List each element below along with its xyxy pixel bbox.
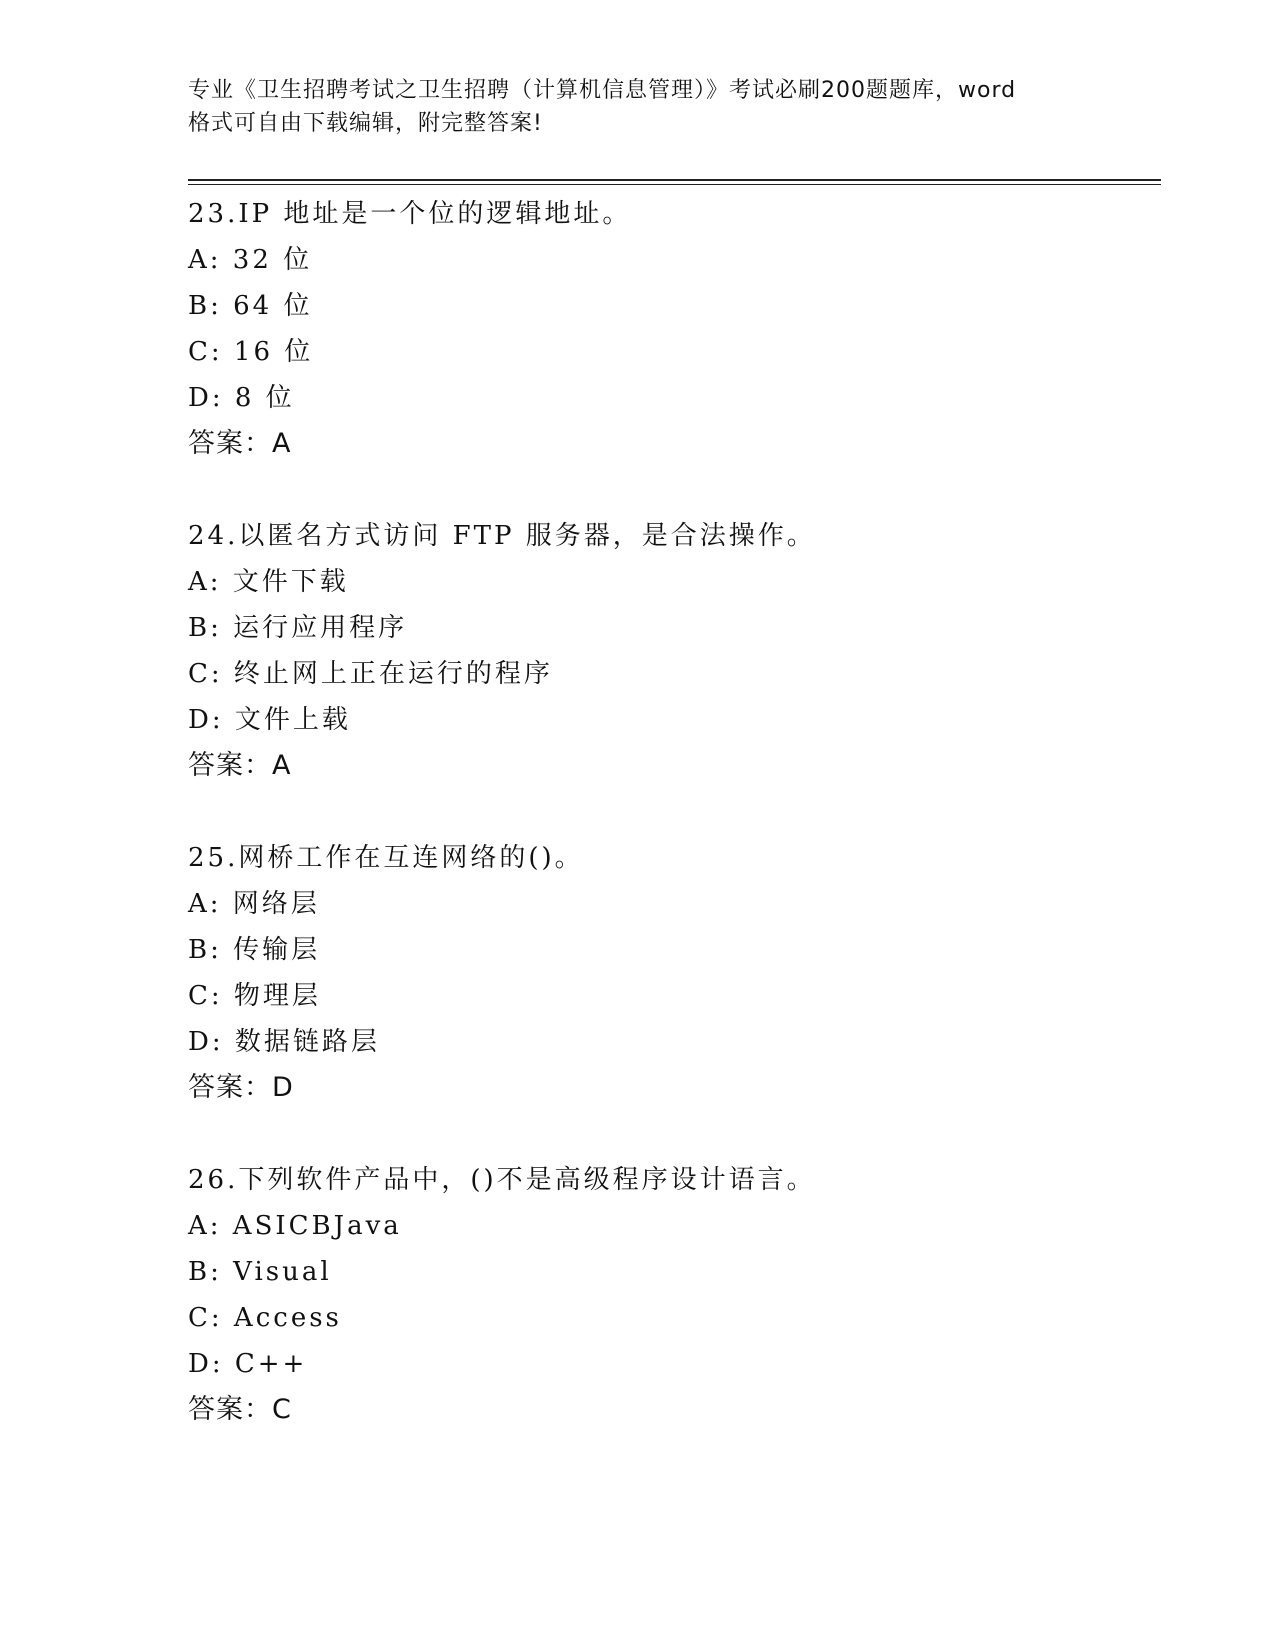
option-c: C: Access: [188, 1303, 342, 1333]
option-b: B: 运行应用程序: [188, 613, 408, 643]
answer-line: 答案：C: [188, 1394, 292, 1425]
question-stem: 26.下列软件产品中，()不是高级程序设计语言。: [188, 1165, 816, 1195]
header-line-2: 格式可自由下载编辑，附完整答案!: [188, 111, 543, 136]
question-stem: 24.以匿名方式访问 FTP 服务器，是合法操作。: [188, 521, 816, 551]
question-stem: 23.IP 地址是一个位的逻辑地址。: [188, 199, 632, 229]
option-b: B: 64 位: [188, 291, 313, 321]
header-divider-thin: [188, 184, 1161, 185]
question-stem: 25.网桥工作在互连网络的()。: [188, 843, 584, 873]
option-a: A: 32 位: [188, 245, 313, 275]
option-d: D: 数据链路层: [188, 1027, 380, 1057]
option-d: D: 8 位: [188, 383, 295, 413]
question-26: [188, 1157, 1158, 1433]
header-line-1: 专业《卫生招聘考试之卫生招聘（计算机信息管理）》考试必刷200题题库，word: [188, 78, 1017, 103]
option-d: D: C++: [188, 1349, 308, 1379]
question-25: [188, 835, 1158, 1111]
option-c: C: 终止网上正在运行的程序: [188, 659, 553, 689]
option-a: A: 网络层: [188, 889, 320, 919]
answer-line: 答案：A: [188, 428, 292, 459]
document-header: [188, 74, 1088, 140]
option-b: B: 传输层: [188, 935, 321, 965]
option-d: D: 文件上载: [188, 705, 351, 735]
option-b: B: Visual: [188, 1257, 332, 1287]
question-24: [188, 513, 1158, 789]
option-a: A: 文件下载: [188, 567, 349, 597]
answer-line: 答案：D: [188, 1072, 294, 1103]
question-list: [188, 191, 1158, 1479]
option-a: A: ASICBJava: [188, 1211, 402, 1241]
answer-line: 答案：A: [188, 750, 292, 781]
question-23: [188, 191, 1158, 467]
option-c: C: 16 位: [188, 337, 314, 367]
header-divider-thick: [188, 179, 1161, 181]
option-c: C: 物理层: [188, 981, 321, 1011]
